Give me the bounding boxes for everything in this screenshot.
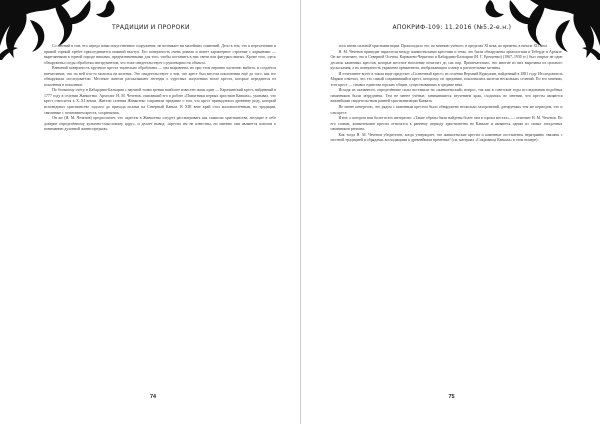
page-number: 74 <box>150 394 157 400</box>
paragraph: И вот, о котором нам более всего интересно: «Такие образы были найдены более чем в сорока местах», — отмечает Н. М. Чеченов. По его словам, жанкотекские кресты относятся к раннему периоду христианства на Кавказе и являются одним из самых загадочных памятников региона. <box>330 116 563 132</box>
running-head: ТРАДИЦИИ И ПРОРОКИ <box>112 24 190 31</box>
paragraph: И отчетливее всего в таком виде предстает «Солнечный крест» из селения Верхний Куркужин, найденный в 1881 году. Исследователь Марков отмечал, что это самый сохранившийся крест, которому, по преданию, поклонялись жители нескольких селений. По его мнению, этот крест — символ единства горских общин, существовавших в средние века. <box>330 71 563 87</box>
paragraph: Исходя из сказанного, определённые силы поставили на «жанкотекский» вопрос, так как в советские годы исследования подобных памятников были затруднены. Тем не менее учёные, занимавшиеся изучением края, сходились во мнении, что кресты являются важнейшим свидетельством ранней христианизации Кавказа. <box>330 88 563 104</box>
body-text <box>331 44 563 144</box>
paragraph: Внешний поверхность крупного креста тщательно обработана — она выровнена, но при этом неровно частично выбита, и создаётся впечатление, что по ней кто-то молился на коленях. Это свидетельствует о том, что крест был местом поклонения ещё до того, как его обнаружили исследователи. Местные жители рассказывают легенды о чудесных исцелениях возле креста, которые передаются из поколения в поколение. <box>44 66 276 87</box>
paragraph: Не менее интересно, что рядом с каменным крестом было обнаружено несколько захоронений, датируемых тем же периодом, что и сам крест. <box>330 105 563 115</box>
paragraph: Как тогда Н. М. Чеченов убедителен, когда утверждает, что жанкотекские кресты и каменные постаменты неразрывно связаны с местной традицией и обрядами, восходящими к древнейшим временам? (см. материал «Сокровища Кавказа» в этом номере). <box>330 132 563 143</box>
paragraph: лось вновь сильной христианизации. Происходило это, по мнению учёного, в пределах XI века, во времена, в начале XII века. <box>338 44 548 48</box>
paragraph: Н. М. Чеченов приводит параллели между жанкотекскими крестами и теми, что были обнаружены археологами в Теберде и Архызе. Он же отмечает, что в Северной Осетии, Карачаево-Черкесии и Кабардино-Балкарии (Н. Г. Ерещенко) (1867–1930 гг.) был открыт не один десяток каменных крестов, которые местное население почитает до сих пор. Примечательно, что многие из них вырезаны из цельного куска камня, а их поверхность украшена орнаментом, изображающим солнце и растительные мотивы. <box>330 49 563 71</box>
paragraph: По большому счёту, в Кабардино-Балкарии с научной точки зрения наиболее известен лишь один — Карачаевский крест, найденный в 1777 году в селении Жанкотеко. Археолог Н. М. Чеченов, описавший его в работе «Памятники первых христиан Кавказа», указывал, что крест относится к X–XI векам. Жители селения Жанкотеко сохранили предание о том, что крест принадлежал древнему роду, который исповедовал христианство задолго до прихода ислама на Северный Кавказ. В XIII веке край стал малонаселённым, но традиции, связанные с почитанием креста, сохранились. <box>44 88 276 115</box>
right-page <box>301 0 600 424</box>
paragraph: Со мнений в том, что передо нами искусственное сооружение, не возникает ни малейших сомнений. Дело в том, что к пересечению и прямой горный хребет присоединяется нижний выступ. Его поверхность очень ровная и имеет характерное строение с карманами — вырезанными в горной породе нишами, предназначенными для того, чтобы поставить в них свечи или фигурки святых. Кроме того, здесь обнаружены следы обработки инструментом, что тоже свидетельствует о рукотворности объекта. <box>44 44 276 65</box>
body-text <box>44 44 276 133</box>
running-head: АПОКРИФ-109: 11.2016 (№5.2-е.н.) <box>392 24 512 31</box>
page-number: 75 <box>448 394 455 400</box>
paragraph: Он же (Н. М. Чеченов) предполагает, что «кресты в Жанкотеко следует рассматривать как символы христианства, несущие в себе доверие определённому культово-смысловому ядру», и делает вывод: «кресты им не известны, но именно они являются ключом к пониманию духовной жизни предков». <box>44 116 276 132</box>
